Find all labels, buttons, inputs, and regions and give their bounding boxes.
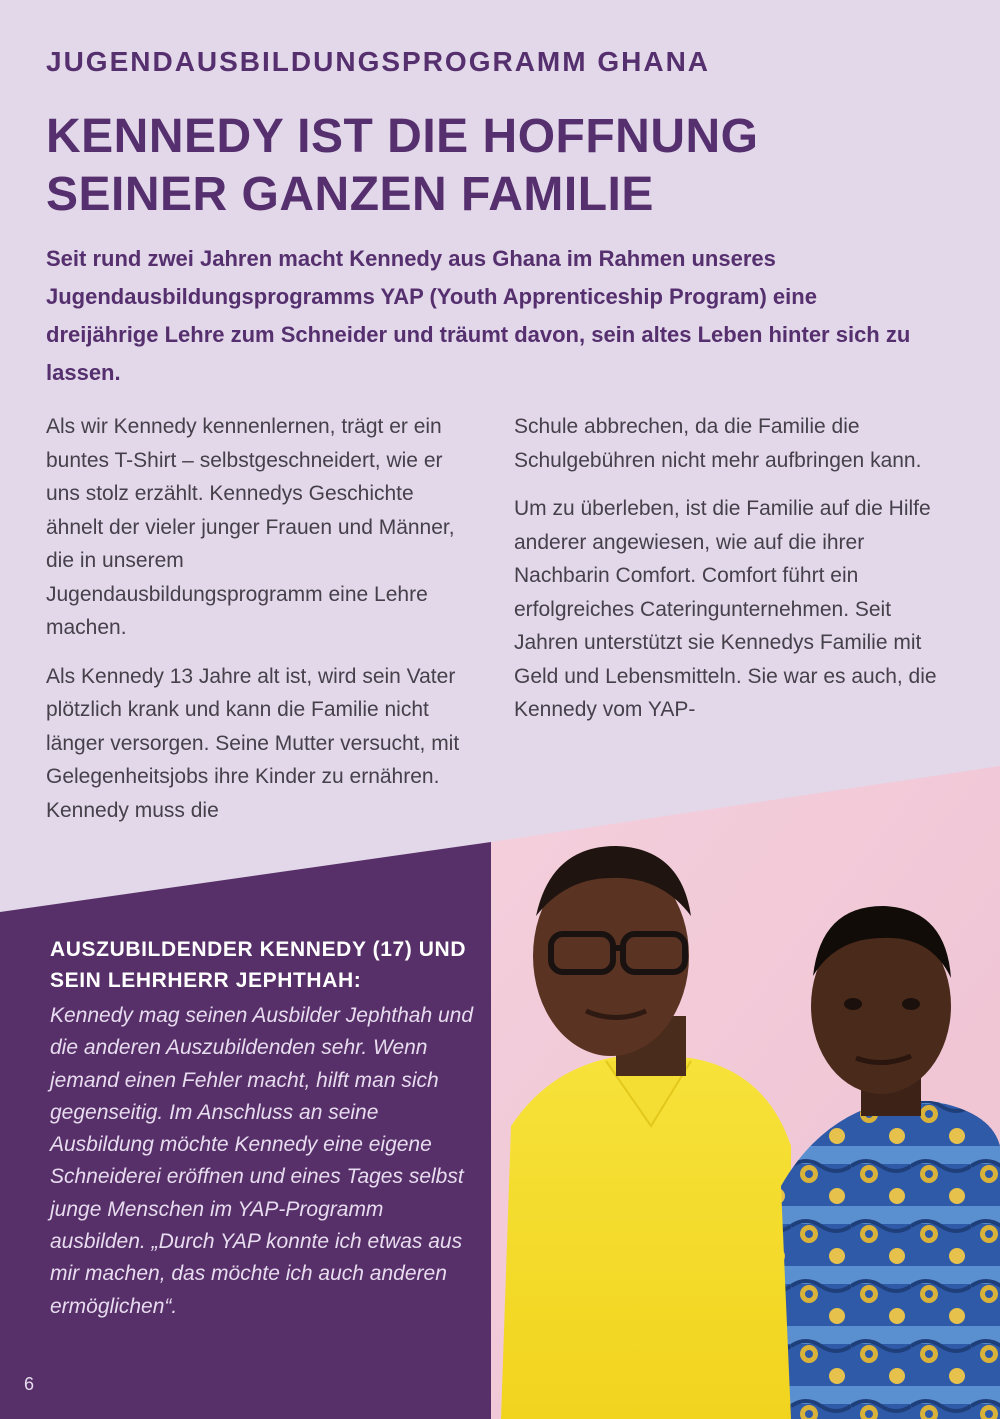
body-paragraph: Um zu überleben, ist die Familie auf die Hilfe anderer angewiesen, wie auf die ihrer Nachbarin Comfort. Comfort führt ein erfolgreiches Cateringunternehmen. Seit Jahren unterstützt sie Kennedys Familie mit Geld und Lebensmitteln. Sie war es auch, die Kennedy vom YAP- [514,497,937,721]
lead-paragraph: Seit rund zwei Jahren macht Kennedy aus Ghana im Rahmen unseres Jugendausbildungsprogramms YAP (Youth Apprenticeship Program) eine dreijährige Lehre zum Schneider und träumt davon, sein altes Leben hinter sich zu lassen. [46,246,911,385]
photo-caption [50,934,480,1323]
headline-line-2: SEINER GANZEN FAMILIE [46,168,654,221]
body-paragraph: Schule abbrechen, da die Familie die Schulgebühren nicht mehr aufbringen kann. [514,415,922,472]
headline-line-1: KENNEDY IST DIE HOFFNUNG [46,110,759,163]
caption-title: AUSZUBILDENDER KENNEDY (17) UND SEIN LEHRHERR JEPHTHAH: [50,938,467,992]
photo-illustration [491,766,1000,1419]
portrait-photo [491,766,1000,1419]
caption-text: Kennedy mag seinen Ausbilder Jephthah und die anderen Auszubildenden sehr. Wenn jemand einen Fehler macht, hilft man sich gegenseitig. Im Anschluss an seine Ausbildung möchte Kennedy eine eigene Schneiderei eröffnen und eines Tages selbst junge Menschen im YAP-Programm ausbilden. „Durch YAP konnte ich etwas aus mir machen, das möchte ich auch anderen ermöglichen“. [50,1004,474,1318]
page-number: 6 [24,1374,35,1394]
body-paragraph: Als wir Kennedy kennenlernen, trägt er ein buntes T-Shirt – selbstgeschneidert, wie er uns stolz erzählt. Kennedys Geschichte ähnelt der vieler junger Frauen und Männer, die in unserem Jugendausbildungsprogramm eine Lehre machen. [46,415,455,639]
section-kicker: JUGENDAUSBILDUNGSPROGRAMM GHANA [46,46,711,77]
body-paragraph: Als Kennedy 13 Jahre alt ist, wird sein Vater plötzlich krank und kann die Familie nicht länger versorgen. Seine Mutter versucht, mit Gelegenheitsjobs ihre Kinder zu ernähren. Kennedy muss die [46,664,460,822]
